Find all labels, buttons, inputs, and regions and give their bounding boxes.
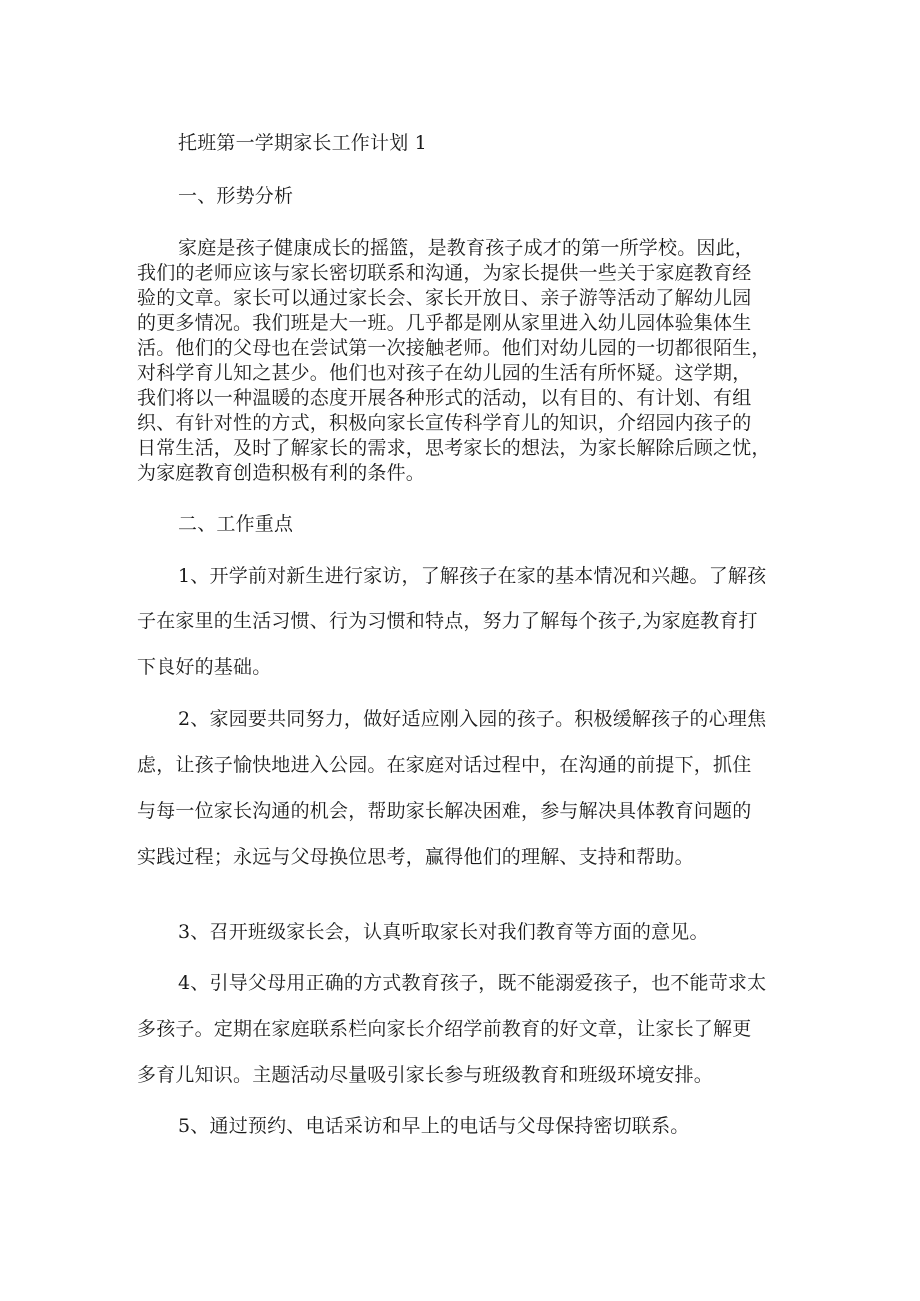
paragraph-line: 下良好的基础。 — [137, 656, 272, 678]
paragraph-line: 与每一位家长沟通的机会，帮助家长解决困难，参与解决具体教育问题的 — [137, 800, 752, 822]
paragraph-line: 实践过程；永远与父母换位思考，赢得他们的理解、支持和帮助。 — [137, 846, 694, 868]
paragraph-line: 3、召开班级家长会，认真听取家长对我们教育等方面的意见。 — [178, 921, 709, 943]
paragraph-line: 多育儿知识。主题活动尽量吸引家长参与班级教育和班级环境安排。 — [137, 1064, 714, 1086]
paragraph-line: 的更多情况。我们班是大一班。几乎都是刚从家里进入幼儿园体验集体生 — [137, 312, 752, 334]
paragraph-line: 5、通过预约、电话采访和早上的电话与父母保持密切联系。 — [178, 1115, 690, 1137]
paragraph-line: 4、引导父母用正确的方式教育孩子，既不能溺爱孩子，也不能苛求太 — [178, 972, 767, 994]
paragraph-line: 验的文章。家长可以通过家长会、家长开放日、亲子游等活动了解幼儿园 — [137, 287, 752, 309]
paragraph-line: 活。他们的父母也在尝试第一次接触老师。他们对幼儿园的一切都很陌生， — [137, 337, 771, 359]
paragraph-line: 对科学育儿知之甚少。他们也对孩子在幼儿园的生活有所怀疑。这学期， — [137, 362, 752, 384]
paragraph-line: 日常生活，及时了解家长的需求，思考家长的想法，为家长解除后顾之忧， — [137, 437, 771, 459]
paragraph-line: 家庭是孩子健康成长的摇篮，是教育孩子成才的第一所学校。因此， — [178, 237, 755, 259]
paragraph-line: 子在家里的生活习惯、行为习惯和特点，努力了解每个孩子,为家庭教育打 — [137, 610, 758, 632]
paragraph-line: 2、家园要共同努力，做好适应刚入园的孩子。积极缓解孩子的心理焦 — [178, 708, 767, 730]
section1-heading: 一、形势分析 — [178, 185, 294, 207]
paragraph-line: 1、开学前对新生进行家访，了解孩子在家的基本情况和兴趣。了解孩 — [178, 565, 767, 587]
document-title: 托班第一学期家长工作计划 1 — [178, 132, 427, 154]
section2-heading: 二、工作重点 — [178, 513, 294, 535]
paragraph-line: 虑，让孩子愉快地进入公园。在家庭对话过程中，在沟通的前提下，抓住 — [137, 754, 752, 776]
paragraph-line: 我们的老师应该与家长密切联系和沟通，为家长提供一些关于家庭教育经 — [137, 262, 752, 284]
paragraph-line: 我们将以一种温暖的态度开展各种形式的活动，以有目的、有计划、有组 — [137, 387, 752, 409]
paragraph-line: 织、有针对性的方式，积极向家长宣传科学育儿的知识，介绍园内孩子的 — [137, 412, 752, 434]
paragraph-line: 多孩子。定期在家庭联系栏向家长介绍学前教育的好文章，让家长了解更 — [137, 1018, 752, 1040]
paragraph-line: 为家庭教育创造积极有利的条件。 — [137, 462, 426, 484]
